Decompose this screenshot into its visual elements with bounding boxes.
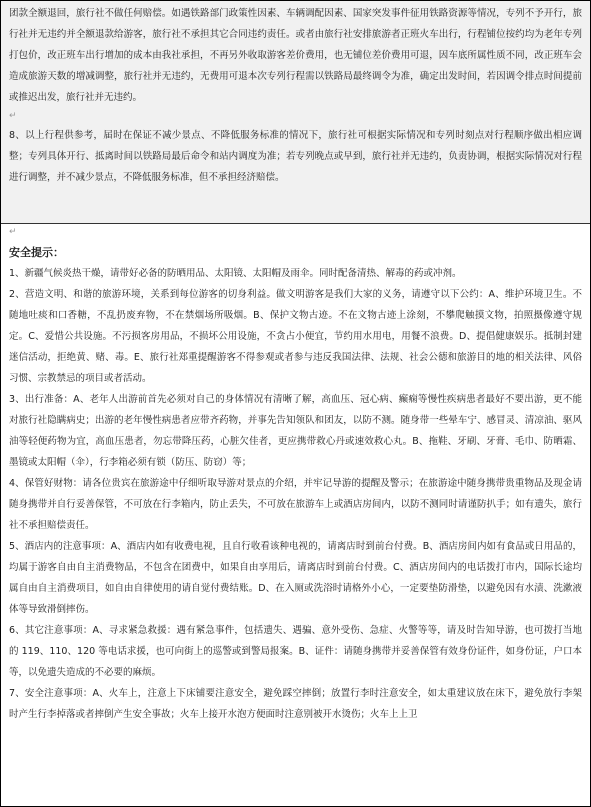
safety-tip-item-4: 4、保管好财物：请各位贵宾在旅游途中仔细听取导游对景点的介绍，并牢记导游的提醒及警示；在旅游途中随身携带贵重物品及现金请随身携带并自行妥善保管，不可放在行李箱内，防止丢失，不可放在旅游车上或酒店房间内，以防不测同时请谨防扒手；如有遗失，旅行社不承担赔偿责任。 [9,478,582,531]
paragraph-mark: ↵ [9,111,17,121]
safety-tip-item-5: 5、酒店内的注意事项：A、酒店内如有收费电视，且自行收看该种电视的，请离店时到前台付费。B、酒店房间内如有食品或日用品的，均属于游客自由自主消费物品，不包含在团费中，如果自由享用后，请离店时到前台付费。C、酒店房间内的电话拨打市内，国际长途均属自由自主消费项目，如自由自律使用的请自觉付费结账。D、在入厕或洗浴时请格外小心，一定要垫防滑垫，以避免因有水渍、洗漱液体等导致滑倒摔伤。 [9,541,582,615]
safety-tip-item-7: 7、安全注意事项：A、火车上，注意上下床铺要注意安全，避免踩空摔倒；放置行李时注意安全，如太重建议放在床下，避免放行李架时产生行李掉落或者摔倒产生安全事故；火车上接开水泡方便面时注意别被开水烫伤；火车上上卫 [9,688,582,720]
safety-tip-item-2: 2、营造文明、和谐的旅游环境，关系到每位游客的切身利益。做文明游客是我们大家的义务，请遵守以下公约：A、维护环境卫生。不随地吐痰和口香糖，不乱扔废弃物，不在禁烟场所吸烟。B、保护文物古迹。不在文物古迹上涂刻，不攀爬触摸文物，拍照摄像遵守规定。C、爱惜公共设施。不污损客房用品，不损坏公用设施，不贪占小便宜，节约用水用电，用餐不浪费。D、提倡健康娱乐。抵制封建迷信活动，拒绝黄、赌、毒。E、旅行社郑重提醒游客不得参观或者参与违反我国法律、法规、社会公德和旅游目的地的相关法律、风俗习惯、宗教禁忌的项目或者活动。 [9,289,582,384]
safety-tip-item-6: 6、其它注意事项：A、寻求紧急救援：遇有紧急事件，包括遗失、遇骗、意外受伤、急症、火警等等，请及时告知导游，也可拨打当地的 119、110、120 等电话求援，也可向街上的巡警或到警局报案。B、证件：请随身携带并妥善保管有效身份证件，如身份证，户口本等，以免遗失造成的不必要的麻烦。 [9,625,582,678]
safety-tips-section [1,224,590,806]
refund-policy-paragraph: 团款全额退回，旅行社不做任何赔偿。如遇铁路部门政策性因素、车辆调配因素、国家突发事件征用铁路资源等情况，专列不予开行，旅行社并无违约并全额退款给游客，旅行社不承担其它合同违约责任。或者由旅行社安排旅游者正班火车出行，行程铺位按约均为老年专列打包价，改正班车出行增加的成本由我社承担，不再另外收取游客差价费用，也无铺位差价费用可退，因车底所属性质不同，改正班车会造成旅游天数的增减调整，旅行社并无违约，无费用可退本次专列行程需以铁路局最终调令为准，确定出发时间，若因调令排点时间提前或推迟出发，旅行社并无违约。 [9,8,582,103]
itinerary-notes-section [1,1,590,224]
safety-tips-title: 安全提示： [9,246,64,259]
safety-tip-item-1: 1、新疆气候炎热干燥，请带好必备的防晒用品、太阳镜、太阳帽及雨伞。同时配备清热、解毒的药或冲剂。 [9,268,462,279]
paragraph-mark: ↵ [9,227,17,237]
itinerary-adjustment-paragraph: 8、以上行程供参考，届时在保证不减少景点、不降低服务标准的情况下，旅行社可根据实际情况和专列时刻点对行程顺序做出相应调整；专列具体开行、抵离时间以铁路局最后命令和站内调度为准；若专列晚点或早到，旅行社并无违约，负责协调，根据实际情况对行程进行调整，并不减少景点，不降低服务标准，但不承担经济赔偿。 [9,130,582,183]
safety-tip-item-3: 3、出行准备：A、老年人出游前首先必须对自己的身体情况有清晰了解，高血压、冠心病、癫痫等慢性疾病患者最好不要出游，更不能对旅行社隐瞒病史；出游的老年慢性病患者应带齐药物，并事先告知领队和团友，以防不测。随身带一些晕车宁、感冒灵、清凉油、驱风油等轻便药物为宜，高血压患者，勿忘带降压药，心脏欠佳者，更应携带救心丹或速效救心丸。B、拖鞋、牙刷、牙膏、毛巾、防晒霜、墨镜或太阳帽（伞），行李箱必须有锁（防压、防窃）等； [9,394,582,468]
